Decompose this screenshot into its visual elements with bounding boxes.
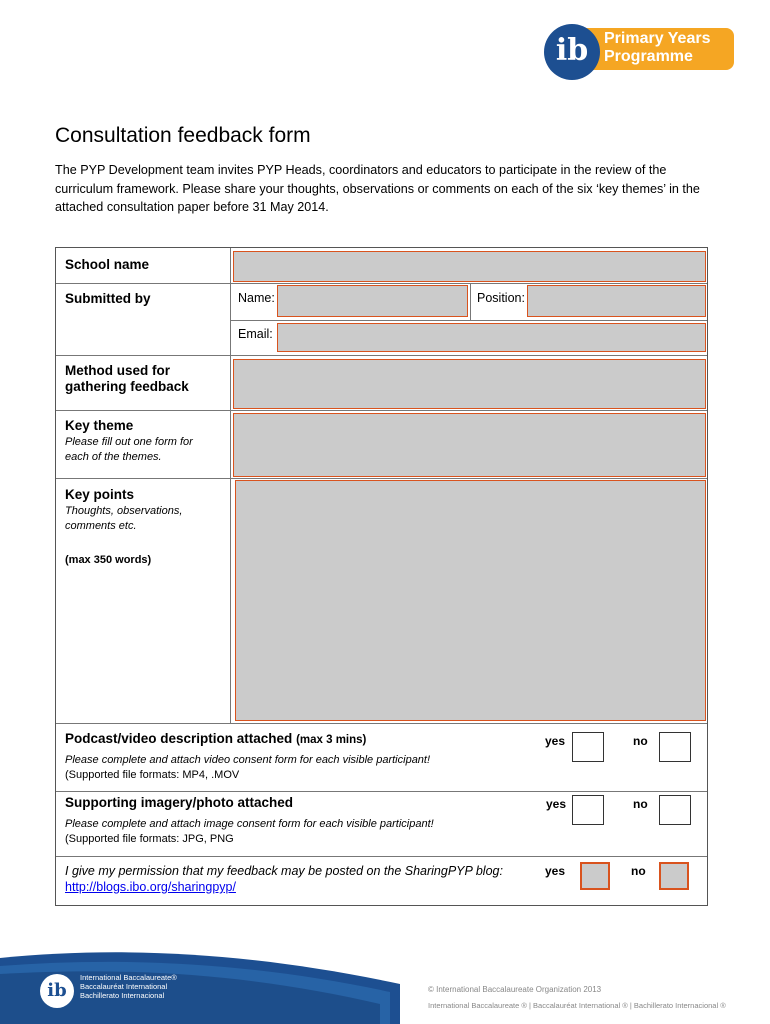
sharingpyp-blog-link[interactable]: http://blogs.ibo.org/sharingpyp/: [65, 880, 236, 894]
row-divider: [230, 320, 707, 321]
footer-org-line-1: International Baccalaureate®: [80, 973, 177, 982]
footer-copyright: © International Baccalaureate Organization 2013: [428, 985, 602, 994]
key-points-label: Key points: [65, 487, 135, 502]
logo-line-2: Programme: [604, 48, 693, 65]
imagery-yes-checkbox[interactable]: [572, 795, 604, 825]
podcast-no-checkbox[interactable]: [659, 732, 691, 762]
permission-yes-label: yes: [545, 864, 566, 878]
podcast-label-text: Podcast/video description attached: [65, 731, 293, 746]
method-label-line-2: gathering feedback: [65, 379, 189, 394]
imagery-note: Please complete and attach image consent form for each visible participant!: [65, 818, 434, 830]
imagery-label: Supporting imagery/photo attached: [65, 795, 294, 810]
key-points-limit: (max 350 words): [65, 554, 152, 566]
email-field[interactable]: [277, 323, 706, 352]
row-divider: [56, 355, 707, 356]
position-field[interactable]: [527, 285, 706, 317]
imagery-no-label: no: [633, 797, 648, 811]
intro-paragraph: The PYP Development team invites PYP Heads, coordinators and educators to participate in the review of the curriculum framework. Please share your thoughts, observations or comments on each of the six ‘key themes’ in the attached consultation paper before 31 May 2014.: [55, 163, 700, 214]
key-points-hint-line-1: Thoughts, observations,: [65, 505, 183, 517]
podcast-yes-checkbox[interactable]: [572, 732, 604, 762]
podcast-formats: (Supported file formats: MP4, .MOV: [65, 769, 240, 781]
podcast-label: [65, 731, 366, 746]
submitted-by-label: Submitted by: [65, 291, 151, 306]
method-label-line-1: Method used for: [65, 363, 170, 378]
pyp-logo: [544, 24, 740, 80]
blog-link-wrapper: [65, 880, 236, 895]
method-field[interactable]: [233, 359, 706, 409]
page-title: Consultation feedback form: [55, 124, 311, 147]
school-name-field[interactable]: [233, 251, 706, 282]
key-points-hint-line-2: comments etc.: [65, 520, 137, 532]
permission-text: I give my permission that my feedback may be posted on the SharingPYP blog:: [65, 864, 503, 878]
logo-text: [604, 30, 710, 66]
row-divider: [56, 410, 707, 411]
position-label: Position:: [477, 291, 525, 305]
row-divider: [56, 856, 707, 857]
row-divider: [56, 723, 707, 724]
footer-org-line-3: Bachillerato Internacional: [80, 991, 165, 1000]
podcast-yes-label: yes: [545, 734, 566, 748]
imagery-yes-label: yes: [546, 797, 567, 811]
row-divider: [56, 478, 707, 479]
name-field[interactable]: [277, 285, 468, 317]
key-theme-hint-line-1: Please fill out one form for: [65, 436, 193, 448]
footer-ib-logo: ib: [40, 974, 74, 1008]
key-points-field[interactable]: [235, 480, 706, 721]
key-theme-label: Key theme: [65, 418, 134, 433]
podcast-no-label: no: [633, 734, 648, 748]
podcast-note: Please complete and attach video consent form for each visible participant!: [65, 754, 431, 766]
page-footer: [0, 944, 770, 1024]
feedback-form-table: [55, 247, 708, 906]
row-divider: [56, 791, 707, 792]
row-divider: [56, 283, 707, 284]
imagery-no-checkbox[interactable]: [659, 795, 691, 825]
key-theme-hint-line-2: each of the themes.: [65, 451, 162, 463]
logo-line-1: Primary Years: [604, 30, 711, 47]
ib-logo-mark: ib: [544, 24, 600, 80]
email-label: Email:: [238, 327, 273, 341]
column-divider: [470, 284, 471, 320]
school-name-label: School name: [65, 257, 150, 272]
name-label: Name:: [238, 291, 275, 305]
key-theme-field[interactable]: [233, 413, 706, 477]
footer-org-line-2: Baccalauréat International: [80, 982, 168, 991]
permission-no-label: no: [631, 864, 646, 878]
footer-org-names: [80, 973, 177, 1000]
imagery-formats: (Supported file formats: JPG, PNG: [65, 833, 234, 845]
permission-no-checkbox[interactable]: [659, 862, 689, 890]
permission-yes-checkbox[interactable]: [580, 862, 610, 890]
footer-languages: International Baccalaureate ® | Baccalauréat International ® | Bachillerato Internacional ®: [428, 1001, 726, 1010]
podcast-label-note: (max 3 mins): [296, 734, 367, 746]
